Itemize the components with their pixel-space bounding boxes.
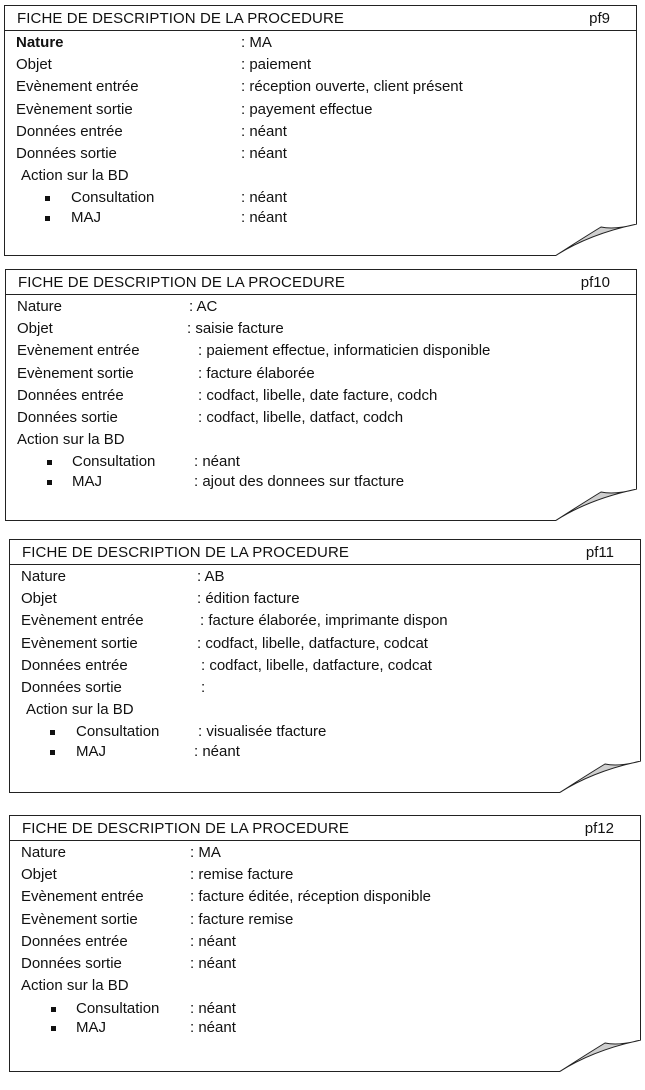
evenement-entree-value: : paiement effectue, informaticien disponible (198, 342, 491, 359)
card-title: FICHE DE DESCRIPTION DE LA PROCEDURE (22, 544, 349, 561)
bullet-icon (47, 460, 52, 465)
bullet-icon (50, 750, 55, 755)
procedure-card-pf10 (5, 269, 637, 521)
objet-value: : remise facture (190, 866, 294, 883)
maj-label: MAJ (72, 473, 102, 490)
maj-value: : néant (241, 209, 287, 226)
evenement-entree-value: : facture éditée, réception disponible (190, 888, 431, 905)
nature-label: Nature (21, 844, 67, 861)
consultation-label: Consultation (71, 189, 155, 206)
donnees-sortie-value: : néant (190, 955, 236, 972)
consultation-label: Consultation (76, 1000, 160, 1017)
card-code: pf10 (580, 274, 610, 291)
evenement-sortie-value: : facture remise (190, 911, 294, 928)
objet-label: Objet (17, 320, 53, 337)
consultation-label: Consultation (72, 453, 156, 470)
card-header (5, 6, 636, 31)
page-curl-icon (559, 1040, 641, 1072)
action-bd-label: Action sur la BD (26, 701, 134, 718)
card-title: FICHE DE DESCRIPTION DE LA PROCEDURE (22, 820, 349, 837)
maj-label: MAJ (76, 743, 106, 760)
action-bd-label: Action sur la BD (17, 431, 125, 448)
bullet-icon (47, 480, 52, 485)
bullet-icon (45, 216, 50, 221)
procedure-card-pf11 (9, 539, 641, 793)
donnees-entree-value: : codfact, libelle, date facture, codch (198, 387, 438, 404)
donnees-entree-value: : néant (190, 933, 236, 950)
bullet-icon (51, 1026, 56, 1031)
card-header (6, 270, 636, 295)
donnees-sortie-label: Données sortie (21, 955, 122, 972)
donnees-sortie-label: Données sortie (21, 679, 122, 696)
procedure-card-pf12 (9, 815, 641, 1072)
donnees-entree-label: Données entrée (17, 387, 124, 404)
objet-value: : saisie facture (187, 320, 284, 337)
objet-label: Objet (21, 590, 57, 607)
evenement-sortie-value: : payement effectue (241, 101, 373, 118)
evenement-entree-label: Evènement entrée (21, 888, 144, 905)
card-title: FICHE DE DESCRIPTION DE LA PROCEDURE (18, 274, 345, 291)
action-bd-label: Action sur la BD (21, 167, 129, 184)
bullet-icon (50, 730, 55, 735)
card-title: FICHE DE DESCRIPTION DE LA PROCEDURE (17, 10, 344, 27)
evenement-entree-label: Evènement entrée (16, 78, 139, 95)
nature-label: Nature (21, 568, 67, 585)
donnees-sortie-label: Données sortie (17, 409, 118, 426)
evenement-sortie-label: Evènement sortie (16, 101, 133, 118)
consultation-value: : néant (194, 453, 240, 470)
nature-label: Nature (17, 298, 63, 315)
consultation-value: : visualisée tfacture (198, 723, 327, 740)
donnees-entree-label: Données entrée (21, 657, 128, 674)
consultation-label: Consultation (76, 723, 160, 740)
donnees-entree-value: : néant (241, 123, 287, 140)
card-header (10, 540, 640, 565)
donnees-entree-value: : codfact, libelle, datfacture, codcat (201, 657, 432, 674)
consultation-value: : néant (241, 189, 287, 206)
evenement-sortie-value: : facture élaborée (198, 365, 315, 382)
action-bd-label: Action sur la BD (21, 977, 129, 994)
donnees-entree-label: Données entrée (21, 933, 128, 950)
nature-value: : MA (241, 34, 272, 51)
objet-value: : paiement (241, 56, 312, 73)
evenement-entree-value: : réception ouverte, client présent (241, 78, 463, 95)
page-curl-icon (555, 489, 637, 521)
donnees-sortie-value: : codfact, libelle, datfact, codch (198, 409, 404, 426)
evenement-entree-label: Evènement entrée (21, 612, 144, 629)
maj-value: : ajout des donnees sur tfacture (194, 473, 405, 490)
donnees-sortie-value: : néant (241, 145, 287, 162)
evenement-sortie-value: : codfact, libelle, datfacture, codcat (197, 635, 428, 652)
card-code: pf9 (589, 10, 610, 27)
evenement-entree-label: Evènement entrée (17, 342, 140, 359)
procedure-card-pf9 (4, 5, 637, 256)
maj-label: MAJ (76, 1019, 106, 1036)
card-code: pf12 (584, 820, 614, 837)
evenement-sortie-label: Evènement sortie (17, 365, 134, 382)
bullet-icon (45, 196, 50, 201)
maj-label: MAJ (71, 209, 101, 226)
nature-label: Nature (16, 34, 64, 51)
evenement-entree-value: : facture élaborée, imprimante dispon (200, 612, 448, 629)
nature-value: : AC (189, 298, 218, 315)
nature-value: : AB (197, 568, 225, 585)
objet-value: : édition facture (197, 590, 300, 607)
objet-label: Objet (21, 866, 57, 883)
evenement-sortie-label: Evènement sortie (21, 635, 138, 652)
maj-value: : néant (194, 743, 240, 760)
page-curl-icon (555, 224, 637, 256)
objet-label: Objet (16, 56, 52, 73)
donnees-sortie-value: : (201, 679, 206, 696)
bullet-icon (51, 1007, 56, 1012)
donnees-entree-label: Données entrée (16, 123, 123, 140)
card-header (10, 816, 640, 841)
nature-value: : MA (190, 844, 221, 861)
evenement-sortie-label: Evènement sortie (21, 911, 138, 928)
card-code: pf11 (585, 544, 614, 561)
maj-value: : néant (190, 1019, 236, 1036)
page-curl-icon (559, 761, 641, 793)
consultation-value: : néant (190, 1000, 236, 1017)
donnees-sortie-label: Données sortie (16, 145, 117, 162)
